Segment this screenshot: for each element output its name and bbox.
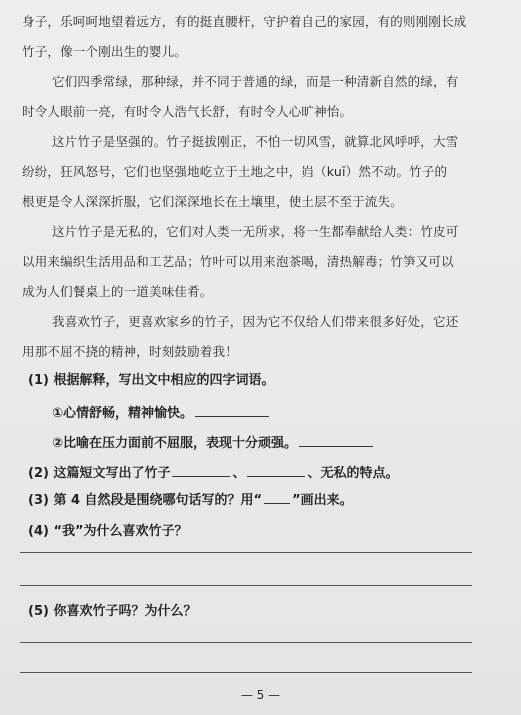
question-1: (1) 根据解释，写出文中相应的四字词语。	[28, 373, 275, 388]
passage-line: 纷纷，狂风怒号，它们也坚强地屹立于土地之中，岿（kuī）然不动。竹子的	[22, 164, 448, 179]
page-number: — 5 —	[240, 688, 281, 702]
question-1-item-2: ②比喻在压力面前不屈服，表现十分顽强。	[52, 434, 375, 452]
passage-line: 根更是令人深深折服，它们深深地长在土壤里，使土层不至于流失。	[22, 194, 404, 209]
question-3: (3) 第 4 自然段是围绕哪句话写的？用“ ”画出来。	[28, 493, 353, 508]
answer-line[interactable]	[20, 552, 472, 553]
question-5: (5) 你喜欢竹子吗？为什么？	[28, 604, 197, 619]
question-2: (2) 这篇短文写出了竹子 、 、无私的特点。	[28, 466, 399, 481]
passage-line: 身子，乐呵呵地望着远方，有的挺直腰杆，守护着自己的家园，有的则刚刚长成	[22, 14, 467, 29]
answer-blank[interactable]	[247, 464, 305, 477]
question-4: (4) “我”为什么喜欢竹子？	[28, 524, 188, 539]
answer-blank[interactable]	[195, 404, 269, 417]
passage-line: 成为人们餐桌上的一道美味佳肴。	[22, 284, 213, 299]
passage-line: 竹子，像一个刚出生的婴儿。	[22, 44, 188, 59]
passage-line: 以用来编织生活用品和工艺品；竹叶可以用来泡茶喝，清热解毒；竹笋又可以	[22, 254, 454, 269]
answer-line[interactable]	[20, 585, 472, 586]
answer-line[interactable]	[20, 672, 472, 673]
answer-blank[interactable]	[172, 464, 230, 477]
answer-blank[interactable]	[299, 434, 373, 447]
answer-line[interactable]	[20, 642, 472, 643]
passage-line: 时令人眼前一亮，有时令人浩气长舒，有时令人心旷神怡。	[22, 104, 353, 119]
question-1-item-1: ①心情舒畅，精神愉快。	[52, 404, 271, 422]
answer-blank[interactable]	[264, 491, 290, 504]
passage-line: 它们四季常绿，那种绿，并不同于普通的绿，而是一种清新自然的绿，有	[52, 74, 459, 89]
passage-line: 我喜欢竹子，更喜欢家乡的竹子，因为它不仅给人们带来很多好处，它还	[52, 314, 459, 329]
passage-line: 这片竹子是坚强的。竹子挺拔刚正，不怕一切风雪，就算北风呼呼，大雪	[52, 134, 459, 149]
passage-line: 用那不屈不挠的精神，时刻鼓励着我！	[22, 344, 238, 359]
passage-line: 这片竹子是无私的，它们对人类一无所求，将一生都奉献给人类：竹皮可	[52, 224, 459, 239]
